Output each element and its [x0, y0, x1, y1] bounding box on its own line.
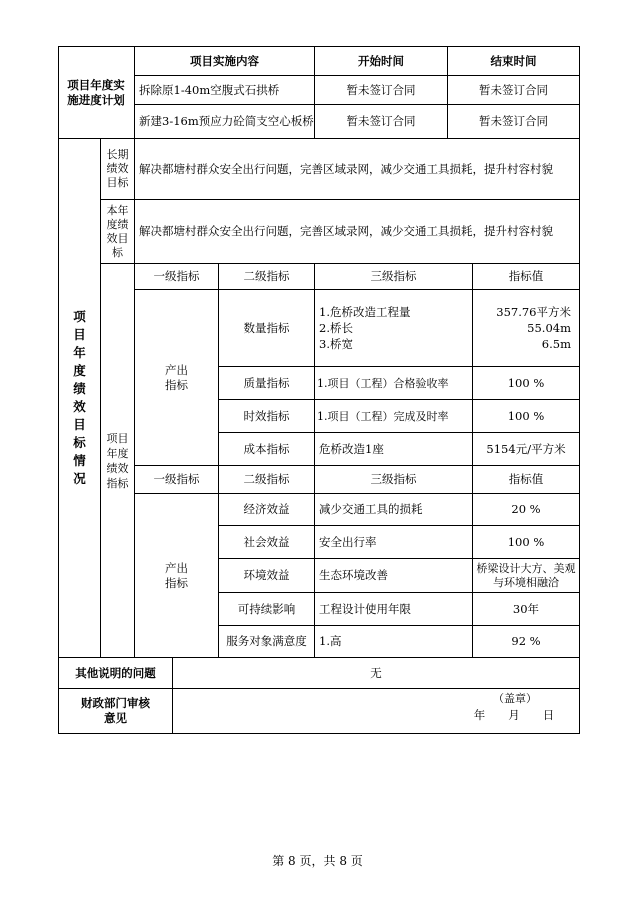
- benefit-value: 30年: [512, 601, 540, 616]
- benefit-l1-cell: [135, 494, 218, 657]
- output-l1-cell: [135, 290, 218, 465]
- finance-label: 财政部门审核意见: [81, 696, 150, 725]
- plan-row-end: 暂未签订合同: [479, 114, 548, 128]
- header-l2: 二级指标: [243, 472, 290, 486]
- benefit-l3: 减少交通工具的损耗: [319, 502, 423, 516]
- rule: [58, 733, 580, 734]
- output-l2: 时效指标: [243, 408, 290, 423]
- long-term-text: 解决都塘村群众安全出行问题，完善区域录网，减少交通工具损耗，提升村容村貌: [139, 161, 553, 176]
- plan-row-end: 暂未签订合同: [479, 82, 548, 97]
- plan-section-label: 项目年度实施进度计划: [67, 77, 125, 107]
- benefit-value: 92 %: [511, 634, 541, 648]
- annual-label: 本年度绩效目标: [106, 203, 129, 259]
- benefit-l2: 经济效益: [243, 502, 290, 516]
- output-l2: 成本指标: [243, 441, 290, 456]
- output-l3: 1.项目（工程）完成及时率: [317, 409, 449, 423]
- header-l3: 三级指标: [370, 472, 417, 486]
- header-l2: 二级指标: [243, 269, 290, 283]
- benefit-l3: 1.高: [319, 634, 342, 648]
- benefit-l3: 生态环境改善: [319, 568, 388, 582]
- header-l3: 三级指标: [370, 269, 417, 283]
- benefit-l2: 社会效益: [243, 534, 290, 549]
- output-value: 100 %: [507, 375, 545, 390]
- output-value: 5154元/平方米: [486, 441, 566, 456]
- other-value: 无: [370, 665, 382, 680]
- benefit-value: 桥梁设计大方、美观与环境相融洽: [476, 561, 576, 589]
- long-term-label: 长期绩效目标: [106, 148, 129, 189]
- header-value: 指标值: [508, 269, 544, 283]
- rule: [579, 46, 580, 734]
- output-l3: 1.项目（工程）合格验收率: [317, 376, 449, 390]
- plan-row-start: 暂未签订合同: [346, 114, 416, 128]
- benefit-l2: 可持续影响: [237, 601, 296, 616]
- output-l3: 1.危桥改造工程量 2.桥长 3.桥宽: [319, 305, 411, 351]
- plan-row-start: 暂未签订合同: [346, 82, 416, 97]
- plan-row-content: 新建3-16m预应力砼简支空心板桥: [139, 114, 314, 128]
- header-value: 指标值: [508, 472, 544, 486]
- finance-date: 年 月 日: [473, 707, 555, 722]
- benefit-value: 20 %: [511, 502, 541, 516]
- annual-text: 解决都塘村群众安全出行问题，完善区域录网，减少交通工具损耗，提升村容村貌: [139, 224, 553, 238]
- header-l1: 一级指标: [153, 269, 200, 283]
- benefit-l2: 服务对象满意度: [226, 634, 307, 648]
- benefit-l3: 安全出行率: [319, 534, 377, 549]
- page-footer: 第 8 页，共 8 页: [272, 854, 363, 868]
- performance-section-label: 项目年度绩效目标情况: [73, 309, 86, 486]
- benefit-l2: 环境效益: [243, 568, 290, 582]
- output-l2: 质量指标: [243, 375, 290, 390]
- performance-section-label-cell: [59, 139, 100, 657]
- plan-header-end: 结束时间: [490, 53, 537, 68]
- indicator-label-cell: [101, 264, 134, 657]
- output-l1: 产出指标: [165, 362, 188, 392]
- plan-header-start: 开始时间: [358, 53, 404, 68]
- benefit-value: 100 %: [507, 534, 545, 549]
- output-value: 357.76平方米 55.04m 6.5m: [496, 305, 571, 351]
- plan-header-content: 项目实施内容: [190, 53, 259, 68]
- header-l1: 一级指标: [153, 472, 200, 486]
- other-label: 其他说明的问题: [75, 665, 156, 680]
- plan-row-content: 拆除原1-40m空腹式石拱桥: [139, 82, 280, 97]
- output-value: 100 %: [507, 408, 545, 423]
- output-l2: 数量指标: [243, 320, 290, 335]
- finance-seal: （盖章）: [493, 691, 537, 705]
- indicator-label: 项目年度绩效指标: [106, 431, 129, 490]
- benefit-l1: 产出指标: [165, 560, 188, 590]
- benefit-l3: 工程设计使用年限: [319, 601, 411, 616]
- output-l3: 危桥改造1座: [319, 441, 384, 456]
